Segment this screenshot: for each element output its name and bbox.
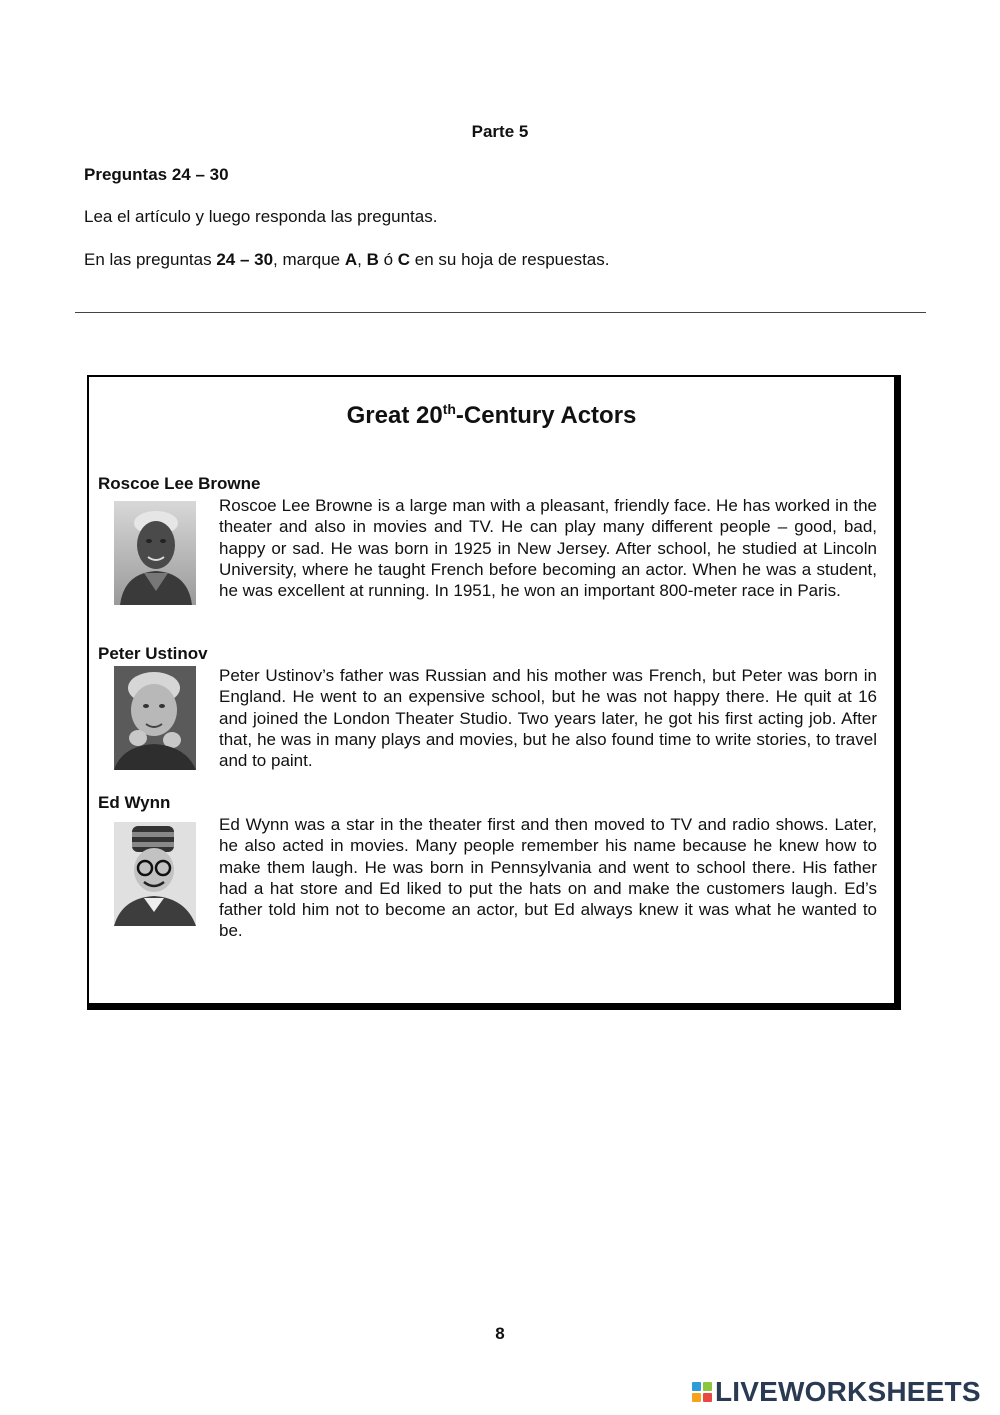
- question-range-heading: Preguntas 24 – 30: [84, 165, 229, 184]
- article-title: Great 20th-Century Actors: [346, 401, 637, 429]
- article-box: [87, 375, 901, 1010]
- actor-bio-peter-ustinov: Peter Ustinov’s father was Russian and his mother was French, but Peter was born in England. He went to an expensive school, but he was not happy there. He quit at 16 and joined the London Theater Studio. Two years later, he got his first acting job. After that, he was in many plays and movies, but he also found time to write stories, to travel and to paint.: [219, 666, 877, 771]
- actor-name-peter-ustinov: Peter Ustinov: [98, 644, 208, 663]
- logo-square: [692, 1382, 701, 1391]
- option-b-label: B: [366, 250, 379, 269]
- photo-roscoe-lee-browne: [114, 501, 196, 605]
- actor-name-ed-wynn: Ed Wynn: [98, 793, 171, 812]
- logo-square: [703, 1393, 712, 1402]
- instruction-read: Lea el artículo y luego responda las preguntas.: [84, 207, 438, 226]
- logo-square: [703, 1382, 712, 1391]
- actor-bio-ed-wynn: Ed Wynn was a star in the theater first and then moved to TV and radio shows. Later, he also acted in movies. Many people remember his name because he knew how to make them laugh. He was born in Pennsylvania and went to school there. His father had a hat store and Ed liked to put the hats on and make the customers laugh. Ed’s father told him not to become an actor, but Ed always knew it was what he wanted to be.: [219, 815, 877, 941]
- actor-name-roscoe-lee-browne: Roscoe Lee Browne: [98, 474, 261, 493]
- page-number: 8: [495, 1324, 505, 1343]
- option-a-label: A: [344, 250, 358, 269]
- photo-ed-wynn: [114, 822, 196, 926]
- liveworksheets-logo: [692, 1376, 981, 1408]
- instruction-mark: En las preguntas 24 – 30, marque A, B ó C en su hoja de respuestas.: [84, 250, 610, 269]
- option-c-label: C: [397, 250, 411, 269]
- question-range-inline: 24 – 30: [216, 250, 274, 269]
- liveworksheets-logo-icon: [692, 1382, 712, 1402]
- liveworksheets-logo-text: LIVEWORKSHEETS: [715, 1376, 981, 1407]
- divider: [75, 312, 926, 313]
- actor-bio-roscoe-lee-browne: Roscoe Lee Browne is a large man with a pleasant, friendly face. He has worked in the theater and also in movies and TV. He can play many different people – good, bad, happy or sad. He was born in 1925 in New Jersey. After school, he studied at Lincoln University, where he taught French before becoming an actor. When he was a student, he was excellent at running. In 1951, he won an important 800-meter race in Paris.: [219, 496, 877, 601]
- part-heading: Parte 5: [471, 122, 529, 141]
- photo-peter-ustinov: [114, 666, 196, 770]
- logo-square: [692, 1393, 701, 1402]
